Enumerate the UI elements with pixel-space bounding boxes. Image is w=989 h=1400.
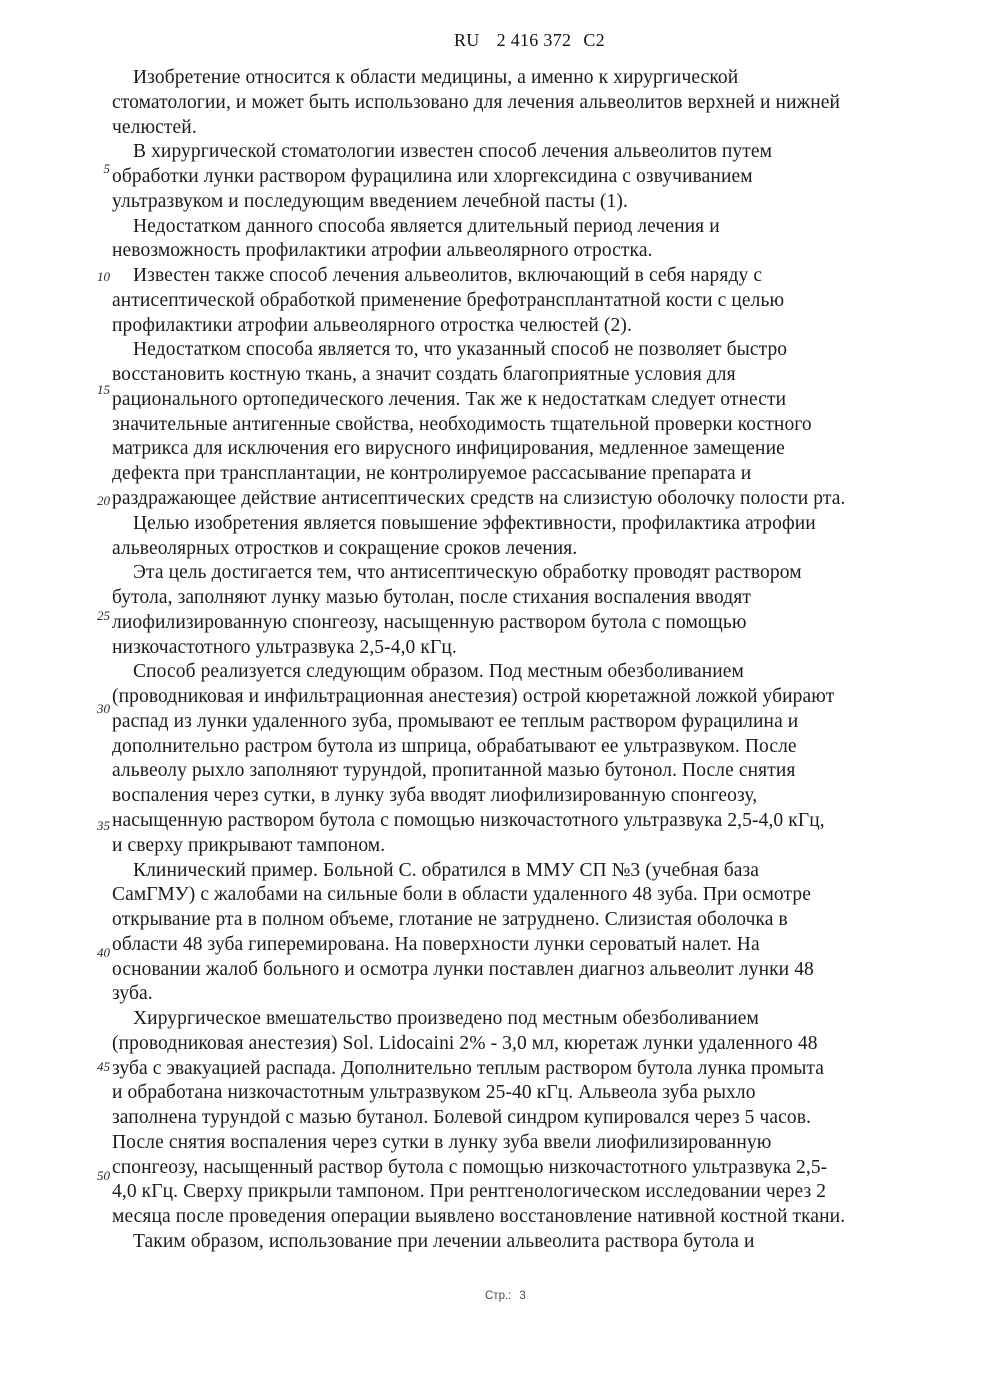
text-line: Клинический пример. Больной С. обратился в ММУ СП №3 (учебная база (133, 859, 760, 881)
text-line: 4,0 кГц. Сверху прикрыли тампоном. При рентгенологическом исследовании через 2 (112, 1181, 827, 1203)
text-line: (проводниковая и инфильтрационная анестезия) острой кюретажной ложкой убирают (112, 686, 835, 708)
text-line: месяца после проведения операции выявлено восстановление нативной костной ткани. (112, 1206, 846, 1228)
text-line: матрикса для исключения его вирусного инфицирования, медленное замещение (112, 438, 785, 460)
text-line: воспаления через сутки, в лунку зуба вводят лиофилизированную спонгеозу, (112, 785, 758, 807)
text-line: Эта цель достигается тем, что антисептическую обработку проводят раствором (133, 562, 802, 584)
footer-label: Стр.: (485, 1290, 512, 1302)
text-line: челюстей. (112, 116, 197, 138)
text-line: открывание рта в полном объеме, глотание не затруднено. Слизистая оболочка в (112, 909, 788, 931)
line-number: 25 (97, 608, 110, 623)
text-line: После снятия воспаления через сутки в лунку зуба ввели лиофилизированную (112, 1131, 772, 1153)
text-line: заполнена турундой с мазью бутанол. Болевой синдром купировался через 5 часов. (112, 1107, 812, 1129)
line-number: 10 (97, 269, 110, 284)
line-number: 35 (97, 818, 110, 833)
text-line: значительные антигенные свойства, необходимость тщательной проверки костного (112, 413, 812, 435)
line-number: 45 (97, 1059, 110, 1074)
text-line: альвеолярных отростков и сокращение сроков лечения. (112, 537, 578, 559)
text-line: (проводниковая анестезия) Sol. Lidocaini 2% - 3,0 мл, кюретаж лунки удаленного 48 (112, 1032, 818, 1054)
text-line: Изобретение относится к области медицины, а именно к хирургической (133, 67, 739, 88)
text-line: Недостатком способа является то, что указанный способ не позволяет быстро (133, 339, 788, 361)
line-number: 50 (97, 1168, 110, 1183)
line-number: 20 (97, 493, 110, 508)
text-line: зуба. (112, 983, 153, 1005)
text-line: Хирургическое вмешательство произведено под местным обезболиванием (133, 1008, 759, 1030)
line-number: 15 (97, 382, 110, 397)
text-line: основании жалоб больного и осмотра лунки поставлен диагноз альвеолит лунки 48 (112, 958, 814, 980)
footer-page-number: 3 (519, 1290, 526, 1302)
text-line: дефекта при трансплантации, не контролируемое рассасывание препарата и (112, 463, 752, 485)
line-number: 30 (97, 701, 110, 716)
text-line: Таким образом, использование при лечении альвеолита раствора бутола и (133, 1230, 755, 1252)
text-line: ультразвуком и последующим введением лечебной пасты (1). (112, 190, 628, 212)
kind-code: C2 (583, 30, 605, 50)
text-line: дополнительно растром бутола из шприца, обрабатывают ее ультразвуком. После (112, 735, 797, 757)
line-number: 5 (103, 161, 110, 176)
text-line: и сверху прикрывают тампоном. (112, 834, 386, 856)
country-code: RU (454, 30, 480, 50)
text-line: спонгеозу, насыщенный раствор бутола с помощью низкочастотного ультразвука 2,5- (112, 1156, 828, 1178)
body-text (112, 66, 912, 1255)
text-line: Известен также способ лечения альвеолитов, включающий в себя наряду с (133, 265, 763, 287)
page-footer (485, 1290, 526, 1302)
text-line: Недостатком данного способа является длительный период лечения и (133, 215, 720, 237)
text-line: низкочастотного ультразвука 2,5-4,0 кГц. (112, 636, 457, 658)
text-line: обработки лунки раствором фурацилина или хлоргексидина с озвучиванием (112, 166, 753, 188)
text-line: лиофилизированную спонгеозу, насыщенную раствором бутола с помощью (112, 611, 747, 633)
text-line: рационального ортопедического лечения. Так же к недостаткам следует отнести (112, 388, 787, 410)
text-line: антисептической обработкой применение брефотрансплантатной кости с целью (112, 289, 785, 311)
publication-number: 2 416 372 (496, 30, 572, 50)
text-line: распад из лунки удаленного зуба, промывают ее теплым раствором фурацилина и (112, 710, 799, 732)
text-line: невозможность профилактики атрофии альвеолярного отростка. (112, 240, 653, 262)
text-line: области 48 зуба гиперемирована. На поверхности лунки сероватый налет. На (112, 933, 760, 955)
text-line: восстановить костную ткань, а значит создать благоприятные условия для (112, 364, 736, 386)
text-line: насыщенную раствором бутола с помощью низкочастотного ультразвука 2,5-4,0 кГц, (112, 809, 825, 831)
page-header (454, 30, 605, 51)
text-line: Способ реализуется следующим образом. Под местным обезболиванием (133, 661, 744, 683)
text-line: бутола, заполняют лунку мазью бутолан, после стихания воспаления вводят (112, 587, 751, 609)
text-line: стоматологии, и может быть использовано для лечения альвеолитов верхней и нижней (112, 91, 841, 113)
text-line: В хирургической стоматологии известен способ лечения альвеолитов путем (133, 141, 773, 163)
text-line: СамГМУ) с жалобами на сильные боли в области удаленного 48 зуба. При осмотре (112, 884, 811, 906)
text-line: зуба с эвакуацией распада. Дополнительно теплым раствором бутола лунка промыта (112, 1057, 825, 1079)
text-line: профилактики атрофии альвеолярного отростка челюстей (2). (112, 314, 632, 336)
text-line: раздражающее действие антисептических средств на слизистую оболочку полости рта. (112, 488, 846, 510)
text-line: и обработана низкочастотным ультразвуком 25-40 кГц. Альвеола зуба рыхло (112, 1082, 756, 1104)
line-number: 40 (97, 945, 110, 960)
text-line: Целью изобретения является повышение эффективности, профилактика атрофии (133, 512, 816, 534)
text-line: альвеолу рыхло заполняют турундой, пропитанной мазью бутонол. После снятия (112, 760, 796, 782)
